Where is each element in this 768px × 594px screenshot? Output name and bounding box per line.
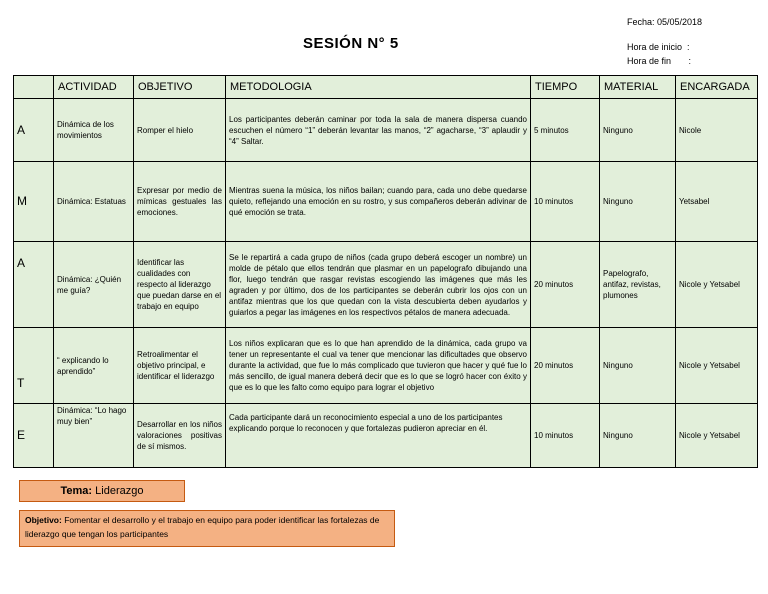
cell-metodologia: Mientras suena la música, los niños bailan; cuando para, cada uno debe quedarse quieto, reflejando una emoción en su rostro, y sus compañeros deberán adivinar de qué emoción se trata.: [226, 162, 531, 242]
cell-material: Ninguno: [600, 328, 676, 404]
cell-encargada: Nicole: [676, 99, 758, 162]
cell-material: Papelografo, antifaz, revistas, plumones: [600, 242, 676, 328]
date-label: Fecha: 05/05/2018: [627, 17, 703, 27]
cell-encargada: Nicole y Yetsabel: [676, 328, 758, 404]
cell-actividad: “ explicando lo aprendido”: [54, 328, 134, 404]
cell-metodologia: Los niños explicaran que es lo que han aprendido de la dinámica, cada grupo va tener un representante el cual va tener que mencionar las dificultades que observo durante la actividad, que fue lo más complicado que tuvieron que hacer y qué fue lo más sencillo, de igual manera deberá decir que es lo que se logró hacer con éxito y que es lo que les falto como equipo para lograr el objetivo: [226, 328, 531, 404]
cell-metodologia: Se le repartirá a cada grupo de niños (cada grupo deberá escoger un nombre) un molde de pétalo que ellos tendrán que plasmar en un papelografo dibujando una flor, luego tendrán que rasgar revistas escogiendo las imágenes que más les agraden y por último, dos de los participantes se deberán cubrir los ojos con un antifaz mientras que los que quedan con la vista descubierta deben ayudarlos y guiarlos a pegar las imágenes en los respectivos pétalos de manera adecuada.: [226, 242, 531, 328]
session-title: SESIÓN N° 5: [303, 35, 399, 52]
cell-encargada: Nicole y Yetsabel: [676, 242, 758, 328]
table-row: [14, 242, 758, 328]
header-material: MATERIAL: [600, 76, 676, 99]
theme-label: Tema:: [60, 485, 93, 497]
cell-objetivo: Romper el hielo: [134, 99, 226, 162]
cell-objetivo: Expresar por medio de mímicas gestuales las emociones.: [134, 162, 226, 242]
cell-objetivo: Retroalimentar el objetivo principal, e identificar el liderazgo: [134, 328, 226, 404]
row-letter: A: [14, 242, 54, 328]
table-row: [14, 162, 758, 242]
header-metodologia: METODOLOGIA: [226, 76, 531, 99]
cell-tiempo: 10 minutos: [531, 162, 600, 242]
table-row: [14, 328, 758, 404]
header-encargada: ENCARGADA: [676, 76, 758, 99]
header-tiempo: TIEMPO: [531, 76, 600, 99]
cell-metodologia: Los participantes deberán caminar por toda la sala de manera dispersa cuando escuchen el número “1” deberán levantar las manos, “2” agacharse, “3” aplaudir y “4” Saltar.: [226, 99, 531, 162]
cell-actividad: Dinámica: Estatuas: [54, 162, 134, 242]
cell-actividad: Dinámica: “Lo hago muy bien”: [54, 404, 134, 468]
row-letter: E: [14, 404, 54, 468]
table-row: [14, 99, 758, 162]
cell-objetivo: Identificar las cualidades con respecto al liderazgo que puedan darse en el trabajo en equipo: [134, 242, 226, 328]
cell-material: Ninguno: [600, 162, 676, 242]
cell-tiempo: 10 minutos: [531, 404, 600, 468]
theme-value: Liderazgo: [95, 485, 144, 497]
end-time-label: Hora de fin :: [627, 56, 692, 66]
cell-metodologia: Cada participante dará un reconocimiento especial a uno de los participantes explicando porque lo reconocen y que fortalezas pudieron apreciar en él.: [226, 404, 531, 468]
cell-tiempo: 20 minutos: [531, 328, 600, 404]
objective-box: [19, 510, 395, 547]
table-row: [14, 404, 758, 468]
cell-objetivo: Desarrollar en los niños valoraciones positivas de sí mismos.: [134, 404, 226, 468]
table-header-row: [14, 76, 758, 99]
cell-material: Ninguno: [600, 404, 676, 468]
time-block: [627, 40, 691, 68]
cell-material: Ninguno: [600, 99, 676, 162]
row-letter: T: [14, 328, 54, 404]
row-letter: M: [14, 162, 54, 242]
cell-actividad: Dinámica: ¿Quién me guía?: [54, 242, 134, 328]
objective-label: Objetivo:: [25, 515, 62, 525]
cell-encargada: Yetsabel: [676, 162, 758, 242]
cell-encargada: Nicole y Yetsabel: [676, 404, 758, 468]
row-letter: A: [14, 99, 54, 162]
theme-box: [19, 480, 185, 502]
session-plan-table: [13, 75, 758, 468]
header-actividad: ACTIVIDAD: [54, 76, 134, 99]
start-time-label: Hora de inicio :: [627, 42, 690, 52]
cell-tiempo: 20 minutos: [531, 242, 600, 328]
objective-value: Fomentar el desarrollo y el trabajo en equipo para poder identificar las fortalezas de liderazgo que tengan los participantes: [25, 515, 380, 539]
cell-tiempo: 5 minutos: [531, 99, 600, 162]
header-objetivo: OBJETIVO: [134, 76, 226, 99]
cell-actividad: Dinámica de los movimientos: [54, 99, 134, 162]
header-letter: [14, 76, 54, 99]
